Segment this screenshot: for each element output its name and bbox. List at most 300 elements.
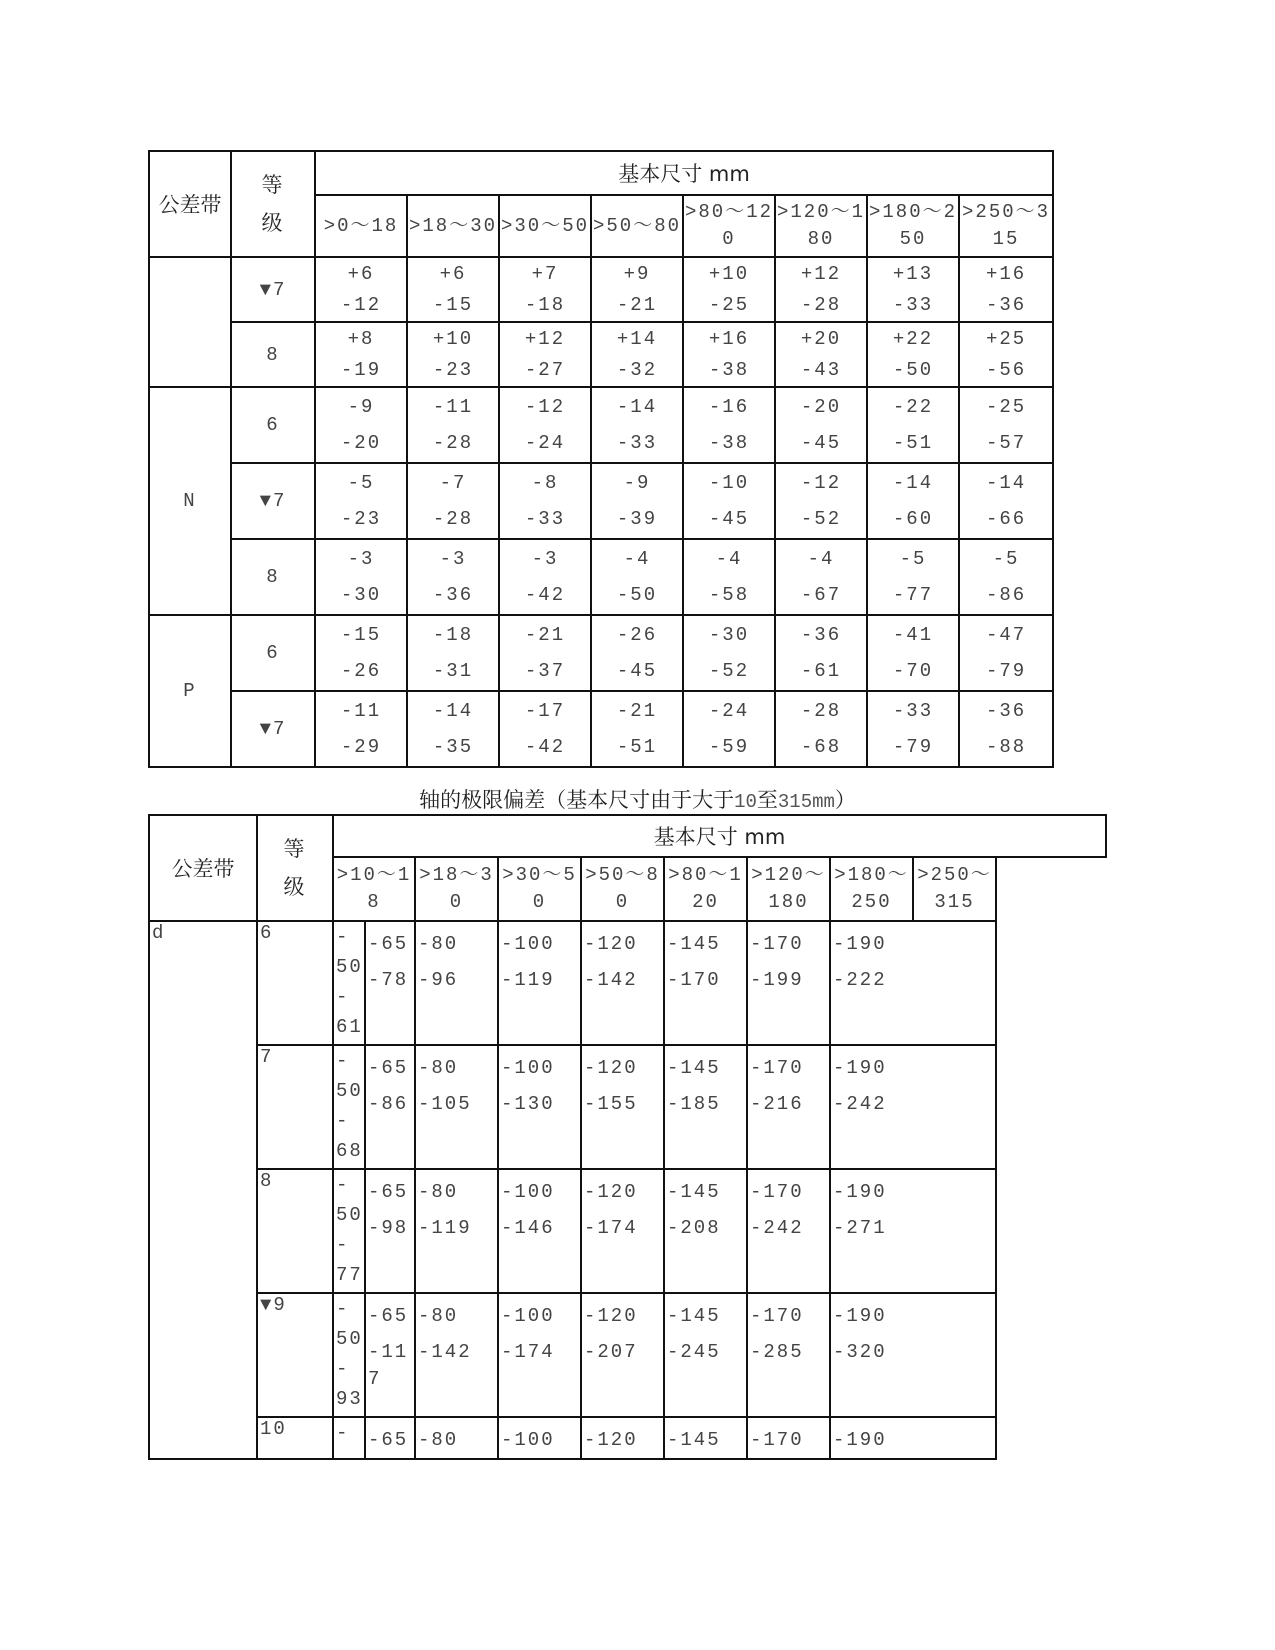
grade-cell: 10 xyxy=(257,1417,333,1459)
deviation-value: -3 xyxy=(531,548,559,570)
table-row xyxy=(149,463,1053,539)
grade-cell: 6 xyxy=(257,921,333,1045)
deviation-value: -36 xyxy=(800,624,842,646)
first-range-cell xyxy=(333,1169,365,1293)
deviation-value: -190 xyxy=(833,933,887,955)
deviation-cell xyxy=(315,463,407,539)
deviation-value: +8 xyxy=(347,327,375,350)
deviation-value: -33 xyxy=(524,508,566,530)
deviation-value: -100 xyxy=(501,1429,555,1451)
deviation-value: -9 xyxy=(623,472,651,494)
deviation-value: - xyxy=(336,1174,350,1196)
deviation-cell xyxy=(747,1169,830,1293)
deviation-cell xyxy=(867,615,959,691)
deviation-value: -42 xyxy=(524,584,566,606)
deviation-cell xyxy=(499,615,591,691)
deviation-value: 50 xyxy=(336,1328,363,1350)
deviation-cell xyxy=(664,1045,747,1169)
deviation-cell xyxy=(315,257,407,322)
deviation-cell xyxy=(959,463,1053,539)
table-caption: 轴的极限偏差（基本尺寸由于大于10至315mm） xyxy=(419,788,856,813)
deviation-value: -216 xyxy=(750,1093,804,1115)
deviation-value: -47 xyxy=(985,624,1027,646)
deviation-cell xyxy=(499,463,591,539)
deviation-value: +10 xyxy=(432,327,474,350)
deviation-value: -80 xyxy=(418,1429,459,1451)
deviation-value: -70 xyxy=(892,660,934,682)
deviation-cell xyxy=(407,539,499,615)
deviation-value: -155 xyxy=(584,1093,638,1115)
deviation-value: -37 xyxy=(524,660,566,682)
deviation-value: -56 xyxy=(985,358,1027,381)
deviation-value: -77 xyxy=(892,584,934,606)
deviation-value: -86 xyxy=(985,584,1027,606)
deviation-value: +7 xyxy=(531,262,559,285)
deviation-value: -242 xyxy=(833,1093,887,1115)
deviation-value: -67 xyxy=(800,584,842,606)
grade-cell: ▼7 xyxy=(231,463,315,539)
deviation-value: -4 xyxy=(807,548,835,570)
deviation-value: +12 xyxy=(524,327,566,350)
deviation-cell xyxy=(407,322,499,387)
header-grade: 等 级 xyxy=(257,815,333,921)
deviation-value: -57 xyxy=(985,432,1027,454)
deviation-value: -25 xyxy=(985,396,1027,418)
grade-cell: ▼7 xyxy=(231,691,315,767)
deviation-value: -17 xyxy=(524,700,566,722)
table-row xyxy=(149,1417,1106,1459)
deviation-value: -50 xyxy=(892,358,934,381)
deviation-cell xyxy=(315,691,407,767)
deviation-value: -14 xyxy=(616,396,658,418)
deviation-value: -86 xyxy=(368,1093,409,1115)
deviation-value: 50 xyxy=(336,956,363,978)
size-range: >120～180 xyxy=(775,195,867,257)
deviation-value: -31 xyxy=(432,660,474,682)
deviation-value: +6 xyxy=(347,262,375,285)
deviation-cell xyxy=(415,1293,498,1417)
deviation-cell xyxy=(499,539,591,615)
deviation-cell xyxy=(747,1293,830,1417)
deviation-value: -33 xyxy=(892,293,934,316)
first-range-cell xyxy=(333,1045,365,1169)
deviation-value: -12 xyxy=(800,472,842,494)
deviation-value: -68 xyxy=(800,736,842,758)
deviation-value: -60 xyxy=(892,508,934,530)
deviation-value: 50 xyxy=(336,1204,363,1226)
deviation-value: -3 xyxy=(439,548,467,570)
deviation-value: -24 xyxy=(524,432,566,454)
deviation-cell xyxy=(499,322,591,387)
deviation-value: +13 xyxy=(892,262,934,285)
deviation-cell xyxy=(591,463,683,539)
deviation-value: -35 xyxy=(432,736,474,758)
deviation-value: -24 xyxy=(708,700,750,722)
deviation-value: -145 xyxy=(667,1305,721,1327)
deviation-value: - xyxy=(336,1110,350,1132)
grade-cell: 6 xyxy=(231,615,315,691)
deviation-cell xyxy=(830,1045,996,1169)
deviation-value: -146 xyxy=(501,1217,555,1239)
deviation-value: +10 xyxy=(708,262,750,285)
table-row xyxy=(149,257,1053,322)
deviation-cell xyxy=(407,463,499,539)
deviation-value: -145 xyxy=(667,1057,721,1079)
deviation-value: -100 xyxy=(501,933,555,955)
deviation-value: -50 xyxy=(616,584,658,606)
zone-cell: N xyxy=(149,387,231,615)
deviation-value: -100 xyxy=(501,1305,555,1327)
deviation-value: -271 xyxy=(833,1217,887,1239)
table-row xyxy=(149,1293,1106,1417)
size-range: >18～30 xyxy=(407,195,499,257)
size-range: >180～250 xyxy=(830,857,913,921)
header-basic-size: 基本尺寸 mm xyxy=(333,815,1106,857)
deviation-value: 61 xyxy=(336,1016,363,1038)
deviation-cell xyxy=(830,1293,996,1417)
zone-cell: P xyxy=(149,615,231,767)
deviation-cell xyxy=(775,691,867,767)
deviation-value: -15 xyxy=(432,293,474,316)
deviation-value: -5 xyxy=(347,472,375,494)
deviation-cell xyxy=(664,921,747,1045)
deviation-value: -190 xyxy=(833,1429,887,1451)
deviation-cell xyxy=(867,539,959,615)
deviation-value: -3 xyxy=(347,548,375,570)
deviation-cell xyxy=(499,387,591,463)
table-row xyxy=(149,1045,1106,1169)
deviation-cell xyxy=(664,1293,747,1417)
deviation-value: -80 xyxy=(418,1181,459,1203)
deviation-value: +25 xyxy=(985,327,1027,350)
deviation-value: -36 xyxy=(432,584,474,606)
deviation-value: -58 xyxy=(708,584,750,606)
size-range: >250～315 xyxy=(913,857,996,921)
deviation-value: -79 xyxy=(892,736,934,758)
deviation-value: -185 xyxy=(667,1093,721,1115)
deviation-value: -26 xyxy=(340,660,382,682)
deviation-value: 68 xyxy=(336,1140,363,1162)
deviation-value: -5 xyxy=(992,548,1020,570)
deviation-cell xyxy=(683,387,775,463)
table-row xyxy=(149,1169,1106,1293)
deviation-value: -59 xyxy=(708,736,750,758)
size-range: >80～120 xyxy=(664,857,747,921)
deviation-value: -21 xyxy=(616,293,658,316)
deviation-value: -36 xyxy=(985,700,1027,722)
deviation-cell xyxy=(407,615,499,691)
table-row xyxy=(149,615,1053,691)
deviation-value: -170 xyxy=(750,933,804,955)
deviation-value: - xyxy=(336,1050,350,1072)
deviation-value: -65 xyxy=(368,1429,409,1451)
header-zone: 公差带 xyxy=(149,815,257,921)
size-range: >30～50 xyxy=(499,195,591,257)
deviation-value: -41 xyxy=(892,624,934,646)
deviation-value: -28 xyxy=(800,700,842,722)
deviation-cell xyxy=(683,691,775,767)
deviation-value: -42 xyxy=(524,736,566,758)
deviation-value: 50 xyxy=(336,1080,363,1102)
deviation-value: -142 xyxy=(418,1341,472,1363)
deviation-value: -242 xyxy=(750,1217,804,1239)
deviation-value: -43 xyxy=(800,358,842,381)
deviation-cell xyxy=(867,387,959,463)
deviation-value: -11 xyxy=(340,700,382,722)
deviation-value: -120 xyxy=(584,933,638,955)
size-range: >180～250 xyxy=(867,195,959,257)
deviation-value: -4 xyxy=(623,548,651,570)
deviation-cell xyxy=(407,257,499,322)
first-range-cell xyxy=(333,1293,365,1417)
deviation-cell xyxy=(775,615,867,691)
deviation-value: -119 xyxy=(501,969,555,991)
deviation-cell xyxy=(830,921,996,1045)
grade-cell: 6 xyxy=(231,387,315,463)
grade-cell: 7 xyxy=(257,1045,333,1169)
deviation-value: -65 xyxy=(368,1057,409,1079)
deviation-value: -120 xyxy=(584,1057,638,1079)
deviation-cell xyxy=(664,1417,747,1459)
deviation-cell xyxy=(315,539,407,615)
deviation-cell xyxy=(365,1169,415,1293)
deviation-value: +6 xyxy=(439,262,467,285)
deviation-value: -174 xyxy=(584,1217,638,1239)
deviation-value: -15 xyxy=(340,624,382,646)
deviation-cell xyxy=(581,1169,664,1293)
deviation-cell xyxy=(591,691,683,767)
deviation-value: -120 xyxy=(584,1181,638,1203)
deviation-value: -105 xyxy=(418,1093,472,1115)
deviation-cell xyxy=(581,921,664,1045)
deviation-cell xyxy=(591,322,683,387)
deviation-value: -9 xyxy=(347,396,375,418)
deviation-cell xyxy=(775,322,867,387)
deviation-cell xyxy=(683,257,775,322)
deviation-value: -38 xyxy=(708,358,750,381)
deviation-value: -4 xyxy=(715,548,743,570)
deviation-value: -21 xyxy=(616,700,658,722)
deviation-value: -170 xyxy=(750,1429,804,1451)
table-row xyxy=(149,539,1053,615)
deviation-value: -20 xyxy=(800,396,842,418)
deviation-cell xyxy=(498,1045,581,1169)
deviation-cell xyxy=(747,1045,830,1169)
deviation-cell xyxy=(830,1417,996,1459)
deviation-value: - xyxy=(336,1298,350,1320)
deviation-cell xyxy=(581,1417,664,1459)
deviation-value: -170 xyxy=(750,1057,804,1079)
deviation-value: -100 xyxy=(501,1057,555,1079)
deviation-value: -80 xyxy=(418,1057,459,1079)
header-basic-size: 基本尺寸 mm xyxy=(315,151,1053,195)
deviation-cell xyxy=(498,1293,581,1417)
deviation-value: -79 xyxy=(985,660,1027,682)
header-row xyxy=(149,815,1106,857)
deviation-value: -174 xyxy=(501,1341,555,1363)
deviation-value: -28 xyxy=(432,508,474,530)
deviation-cell xyxy=(415,1169,498,1293)
deviation-value: - xyxy=(336,986,350,1008)
deviation-value: -30 xyxy=(340,584,382,606)
hole-deviation-table xyxy=(148,150,1054,768)
zone-cell xyxy=(149,257,231,387)
deviation-value: -45 xyxy=(616,660,658,682)
size-range: >18～30 xyxy=(415,857,498,921)
deviation-value: -27 xyxy=(524,358,566,381)
deviation-cell xyxy=(683,539,775,615)
deviation-value: -119 xyxy=(418,1217,472,1239)
deviation-value: -88 xyxy=(985,736,1027,758)
table-row xyxy=(149,691,1053,767)
deviation-cell xyxy=(959,387,1053,463)
deviation-value: -199 xyxy=(750,969,804,991)
shaft-deviation-table xyxy=(148,814,1107,1460)
table-row xyxy=(149,921,1106,1045)
deviation-value: -33 xyxy=(616,432,658,454)
deviation-cell xyxy=(498,1169,581,1293)
deviation-cell xyxy=(775,539,867,615)
deviation-cell xyxy=(959,615,1053,691)
deviation-cell xyxy=(498,921,581,1045)
deviation-cell xyxy=(959,691,1053,767)
deviation-value: +22 xyxy=(892,327,934,350)
table-row xyxy=(149,387,1053,463)
size-range: >30～50 xyxy=(498,857,581,921)
deviation-value: 7 xyxy=(368,1368,382,1390)
deviation-value: -65 xyxy=(368,1305,409,1327)
deviation-cell xyxy=(365,1045,415,1169)
deviation-value: -7 xyxy=(439,472,467,494)
deviation-value: -145 xyxy=(667,1429,721,1451)
deviation-cell xyxy=(747,921,830,1045)
deviation-value: +16 xyxy=(708,327,750,350)
deviation-value: +16 xyxy=(985,262,1027,285)
deviation-value: -190 xyxy=(833,1181,887,1203)
deviation-value: -28 xyxy=(800,293,842,316)
deviation-value: -20 xyxy=(340,432,382,454)
deviation-value: -22 xyxy=(892,396,934,418)
deviation-cell xyxy=(830,1169,996,1293)
deviation-cell xyxy=(747,1417,830,1459)
deviation-cell xyxy=(683,615,775,691)
first-range-cell xyxy=(333,921,365,1045)
deviation-value: -11 xyxy=(368,1341,409,1363)
deviation-value: - xyxy=(336,1234,350,1256)
deviation-cell xyxy=(959,322,1053,387)
deviation-cell xyxy=(581,1293,664,1417)
deviation-value: -29 xyxy=(340,736,382,758)
deviation-cell xyxy=(959,539,1053,615)
deviation-cell xyxy=(683,322,775,387)
deviation-value: -51 xyxy=(616,736,658,758)
deviation-cell xyxy=(365,1417,415,1459)
deviation-value: -52 xyxy=(708,660,750,682)
deviation-value: -14 xyxy=(985,472,1027,494)
header-row xyxy=(149,151,1053,195)
deviation-cell xyxy=(315,322,407,387)
deviation-cell xyxy=(959,257,1053,322)
deviation-cell xyxy=(867,691,959,767)
deviation-cell xyxy=(591,615,683,691)
size-range: >120～180 xyxy=(747,857,830,921)
deviation-value: -78 xyxy=(368,969,409,991)
deviation-value: -190 xyxy=(833,1305,887,1327)
deviation-value: -18 xyxy=(432,624,474,646)
deviation-value: - xyxy=(336,1422,350,1444)
deviation-value: +14 xyxy=(616,327,658,350)
deviation-value: -52 xyxy=(800,508,842,530)
deviation-value: -142 xyxy=(584,969,638,991)
size-range: >50～80 xyxy=(581,857,664,921)
deviation-value: -33 xyxy=(892,700,934,722)
size-range: >250～315 xyxy=(959,195,1053,257)
deviation-value: -25 xyxy=(708,293,750,316)
zone-cell: d xyxy=(149,921,257,1459)
deviation-value: - xyxy=(336,1358,350,1380)
deviation-cell xyxy=(365,921,415,1045)
deviation-value: -65 xyxy=(368,933,409,955)
deviation-value: +12 xyxy=(800,262,842,285)
deviation-value: -61 xyxy=(800,660,842,682)
deviation-value: -51 xyxy=(892,432,934,454)
size-range: >50～80 xyxy=(591,195,683,257)
grade-cell: ▼7 xyxy=(231,257,315,322)
deviation-value: +20 xyxy=(800,327,842,350)
deviation-cell xyxy=(867,463,959,539)
deviation-value: -45 xyxy=(708,508,750,530)
deviation-value: -26 xyxy=(616,624,658,646)
deviation-value: -8 xyxy=(531,472,559,494)
deviation-cell xyxy=(498,1417,581,1459)
deviation-cell xyxy=(867,322,959,387)
deviation-value: -80 xyxy=(418,933,459,955)
deviation-value: +9 xyxy=(623,262,651,285)
deviation-cell xyxy=(407,691,499,767)
deviation-value: 77 xyxy=(336,1264,363,1286)
deviation-value: -222 xyxy=(833,969,887,991)
deviation-value: -38 xyxy=(708,432,750,454)
size-range: >80～120 xyxy=(683,195,775,257)
deviation-cell xyxy=(581,1045,664,1169)
header-zone: 公差带 xyxy=(149,151,231,257)
deviation-value: -96 xyxy=(418,969,459,991)
grade-cell: 8 xyxy=(257,1169,333,1293)
deviation-value: -66 xyxy=(985,508,1027,530)
deviation-value: -23 xyxy=(432,358,474,381)
deviation-value: -145 xyxy=(667,933,721,955)
deviation-value: -285 xyxy=(750,1341,804,1363)
deviation-value: -18 xyxy=(524,293,566,316)
deviation-value: -10 xyxy=(708,472,750,494)
deviation-cell xyxy=(591,539,683,615)
deviation-value: -130 xyxy=(501,1093,555,1115)
deviation-cell xyxy=(415,1045,498,1169)
deviation-value: -12 xyxy=(340,293,382,316)
deviation-value: -14 xyxy=(892,472,934,494)
deviation-cell xyxy=(315,387,407,463)
deviation-value: -16 xyxy=(708,396,750,418)
deviation-cell xyxy=(867,257,959,322)
deviation-value: -45 xyxy=(800,432,842,454)
deviation-value: -207 xyxy=(584,1341,638,1363)
deviation-value: -98 xyxy=(368,1217,409,1239)
deviation-cell xyxy=(499,691,591,767)
deviation-cell xyxy=(415,1417,498,1459)
deviation-value: -208 xyxy=(667,1217,721,1239)
deviation-value: -5 xyxy=(899,548,927,570)
deviation-value: -21 xyxy=(524,624,566,646)
